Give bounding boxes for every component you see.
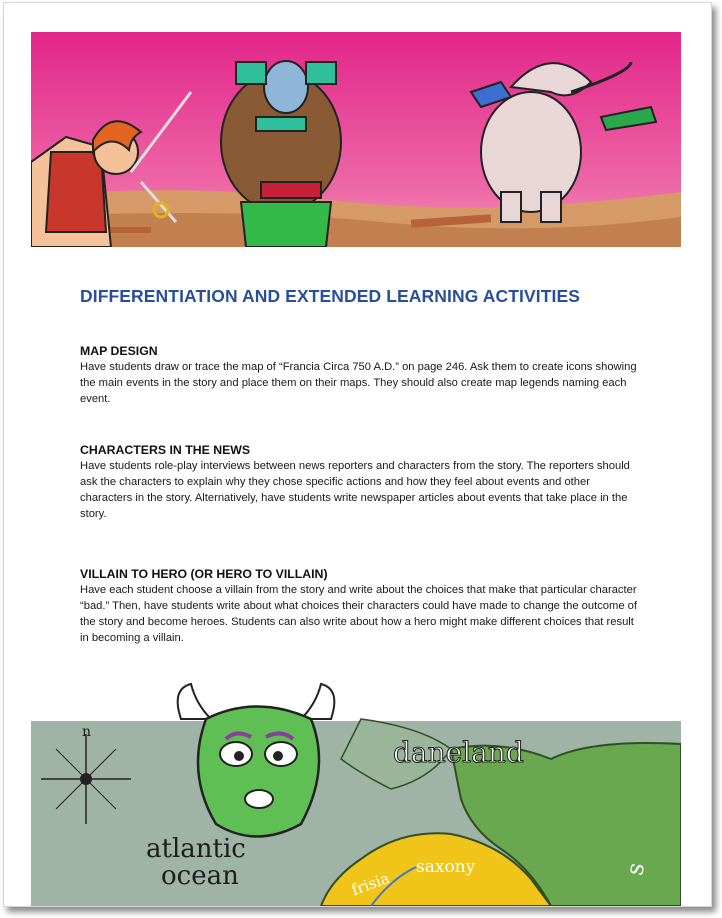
section-heading: CHARACTERS IN THE NEWS	[80, 443, 251, 457]
compass-north-label: n	[82, 724, 92, 740]
map-label-frisia: frisia	[349, 868, 392, 900]
section-characters-in-the-news	[80, 443, 640, 522]
map-illustration	[31, 679, 681, 906]
section-body: Have students role-play interviews between news reporters and characters from the story. The reporters should ask the characters to explain why they chose specific actions and how they feel about events and other characters in the story. Alternatively, have students write newspaper articles about events that take place in the story.	[80, 460, 630, 520]
section-body: Have each student choose a villain from the story and write about the choices that make that particular character “bad.” Then, have students write about what choices their characters could have made to change the outcome of the story and become heroes. Students can also write about how a hero might make different choices that result in becoming a villain.	[80, 584, 638, 644]
page-title: DIFFERENTIATION AND EXTENDED LEARNING ACTIVITIES	[80, 286, 580, 306]
banner-art	[31, 32, 681, 247]
section-map-design	[80, 344, 640, 407]
section-villain-to-hero	[80, 567, 640, 646]
map-art	[31, 679, 681, 906]
map-label-s: s	[620, 860, 651, 878]
map-label-saxony: saxony	[416, 857, 476, 877]
map-label-atlantic: atlantic	[146, 834, 246, 864]
section-heading: MAP DESIGN	[80, 344, 158, 358]
section-heading: VILLAIN TO HERO (OR HERO TO VILLAIN)	[80, 567, 328, 581]
document-page	[3, 2, 712, 907]
map-label-ocean: ocean	[161, 861, 239, 891]
section-body: Have students draw or trace the map of “Francia Circa 750 A.D.” on page 246. Ask them to create icons showing the main events in the story and place them on their maps. They should also create map legends naming each event.	[80, 361, 637, 405]
map-label-daneland: daneland	[393, 736, 524, 769]
comic-banner-illustration	[31, 32, 681, 247]
